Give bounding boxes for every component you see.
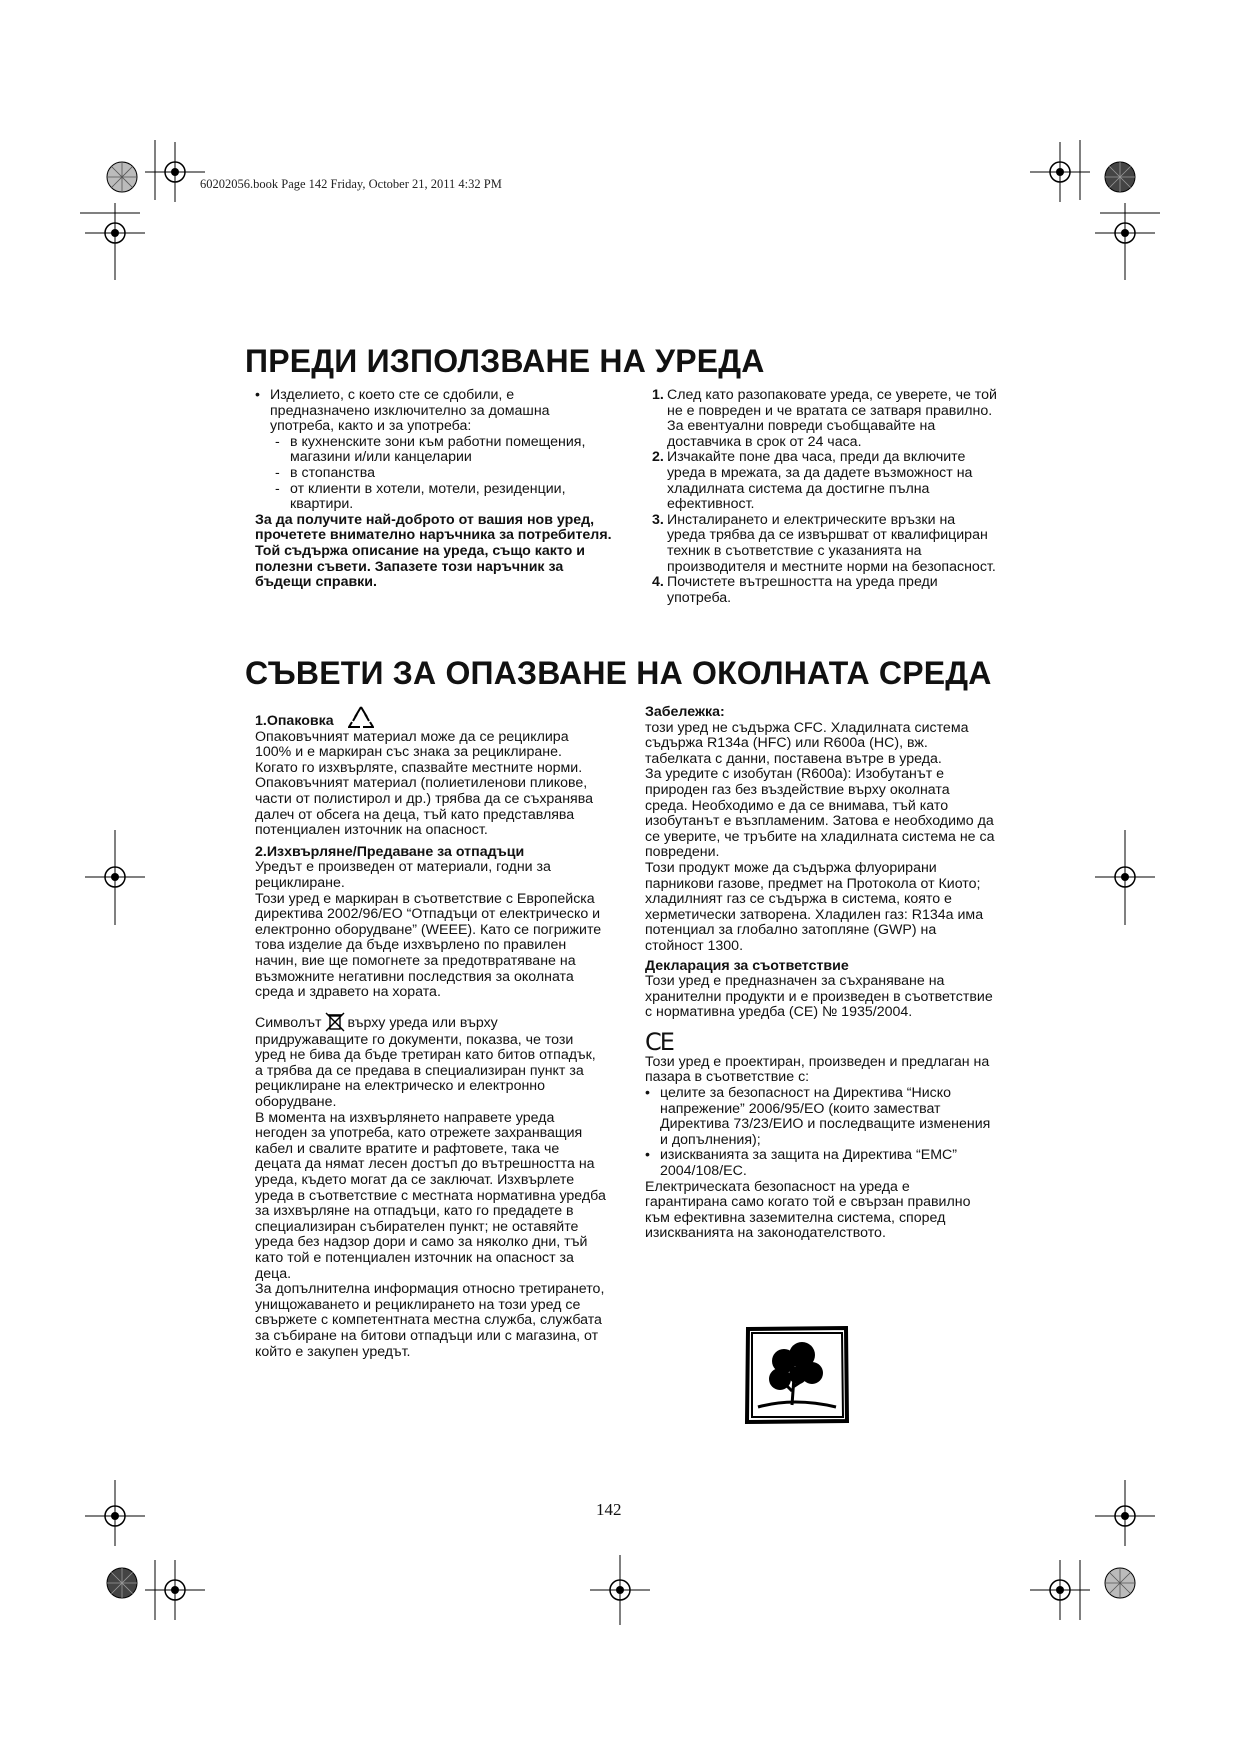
- usage-dash-item: - от клиенти в хотели, мотели, резиденции, квартири.: [275, 480, 566, 513]
- environment-tree-logo: [744, 1325, 850, 1425]
- instruction-item: 2. Изчакайте поне два часа, преди да включите уреда в мрежата, за да дадете възможност на хладилната система да достигне пълна ефективност.: [652, 449, 973, 513]
- section1-left-column: [255, 388, 615, 591]
- usage-dash-item: - в стопанства: [275, 464, 376, 481]
- ce-mark-icon: CE: [645, 1027, 673, 1056]
- section2-left-column: 1.Опаковка Опаковъчният материал може да се рециклира 100% и е маркиран със знака за рециклиране. Когато го изхвърляте, спазвайте местните норми. Опаковъчният материал (полиетиленови пликове, части от полистирол и др.) трябва да се съхранява далеч от обсега на деца, тъй като представлява потенциален източник на опасност. 2.Изхвърляне/Предаване за отпадъци Уредът е произведен от материали, годни за рециклиране. Този уред е маркиран в съответствие с Европейска директива 2002/96/ЕО “Отпадъци от електрическо и електронно оборудване” (WEEE). Като се погрижите това изделие да бъде изхвърлено по правилен начин, вие ще помогнете за предотвратяване на възможните негативни последствия за околната среда и здравето на хората. Символът върху уреда или върху придружаващите го документи, показва, че този уред не бива да бъде третиран като битов отпадък, а трябва да се предава в специализиран пункт за рециклиране на електрическо и електронно оборудване. В момента на изхвърлянето направете уреда негоден за употреба, като отрежете захранващия кабел и свалите вратите и рафтовете, така че децата да нямат лесен достъп до вътрешността на уреда, където могат да се заключат. Изхвърлете уреда в съответствие с местната нормативна уредба за изхвърляне на отпадъци, като го предадете в специализиран събирателен пункт; не оставяйте уреда без надзор дори и само за няколко дни, тъй като той е потенциален източник на опасност за деца. За допълнителна информация относно третирането, унищожаването и рециклирането на този уред се свържете с компетентната местна служба, службата за събиране на битови отпадъци или с магазина, от който е закупен уредът.: [255, 705, 607, 1360]
- directive-bullet: • целите за безопасност на Директива “Ниско напрежение” 2006/95/ЕО (които заместват Директива 73/23/ЕИО и последващите изменения и допълнения);: [645, 1085, 991, 1148]
- print-header: 60202056.book Page 142 Friday, October 21, 2011 4:32 PM: [200, 177, 502, 191]
- page-number: 142: [596, 1500, 622, 1519]
- declaration-heading: Декларация за съответствие: [645, 957, 849, 974]
- instruction-item: 4. Почистете вътрешността на уреда преди употреба.: [652, 574, 938, 606]
- usage-bullet: • Изделието, с което сте се сдобили, е предназначено изключително за домашна употреба, както и за употреба:: [255, 387, 550, 435]
- usage-dash-item: - в кухненските зони към работни помещения, магазини и/или канцеларии: [275, 433, 586, 466]
- section-title-before-use: ПРЕДИ ИЗПОЛЗВАНЕ НА УРЕДА: [245, 343, 765, 379]
- disposal-heading: 2.Изхвърляне/Предаване за отпадъци: [255, 843, 525, 860]
- directive-bullet: • изискванията за защита на Директива “EMC” 2004/108/EC.: [645, 1147, 957, 1180]
- section-title-environment: СЪВЕТИ ЗА ОПАЗВАНЕ НА ОКОЛНАТА СРЕДА: [245, 655, 992, 691]
- packaging-heading: 1.Опаковка: [255, 705, 607, 730]
- instruction-item: 1. След като разопаковате уреда, се уверете, че той не е повреден и че вратата се затваря правилно. За евентуални повреди съобщавайте на доставчика в срок от 24 часа.: [652, 387, 997, 450]
- recycle-icon: [348, 705, 374, 729]
- instruction-item: 3. Инсталирането и електрическите връзки на уреда трябва да се извършват от квалифициран техник в съответствие с указанията на производителя и местните норми на безопасност.: [652, 511, 996, 575]
- note-heading: Забележка:: [645, 704, 725, 720]
- manual-notice: За да получите най-доброто от вашия нов уред, прочетете внимателно наръчника за потребителя. Той съдържа описание на уреда, също както и полезни съвети. Запазете този наръчник за бъдещи справки.: [255, 511, 612, 591]
- section1-right-column: [652, 388, 997, 606]
- section2-right-column: Забележка: този уред не съдържа CFC. Хладилната система съдържа R134a (HFC) или R600a (HC), вж. табелката с данни, поставена вътре в уреда. За уредите с изобутан (R600a): Изобутанът е природен газ без въздействие върху околната среда. Необходимо е да се внимава, тъй като изобутанът е възпламеним. Затова е необходимо да се уверите, че тръбите на хладилната система не са повредени. Този продукт може да съдържа флуорирани парникови газове, предмет на Протокола от Киото; хладилният газ се съдържа в система, която е херметически затворена. Хладилен газ: R134a има потенциал за глобално затопляне (GWP) на стойност 1300. Декларация за съответствие Този уред е предназначен за съхраняване на хранителни продукти и е произведен в съответствие с нормативна уредба (CE) № 1935/2004. CE Този уред е проектиран, произведен и предлаган на пазара в съответствие с: • целите за безопасност на Директива “Ниско напрежение” 2006/95/ЕО (които заместват Директива 73/23/ЕИО и последващите изменения и допълнения); • изискванията за защита на Директива “EMC” 2004/108/EC. Електрическата безопасност на уреда е гарантирана само когато той е свързан правилно към ефективна заземителна система, според изискванията на законодателството.: [645, 704, 995, 1242]
- crossed-bin-icon: [324, 1011, 346, 1033]
- weee-symbol-paragraph: Символът върху уреда или върху придружаващите го документи, показва, че този уред не бива да бъде третиран като битов отпадък, а трябва да се предава в специализиран пункт за рециклиране на електрическо и електронно оборудване.: [255, 1011, 607, 1111]
